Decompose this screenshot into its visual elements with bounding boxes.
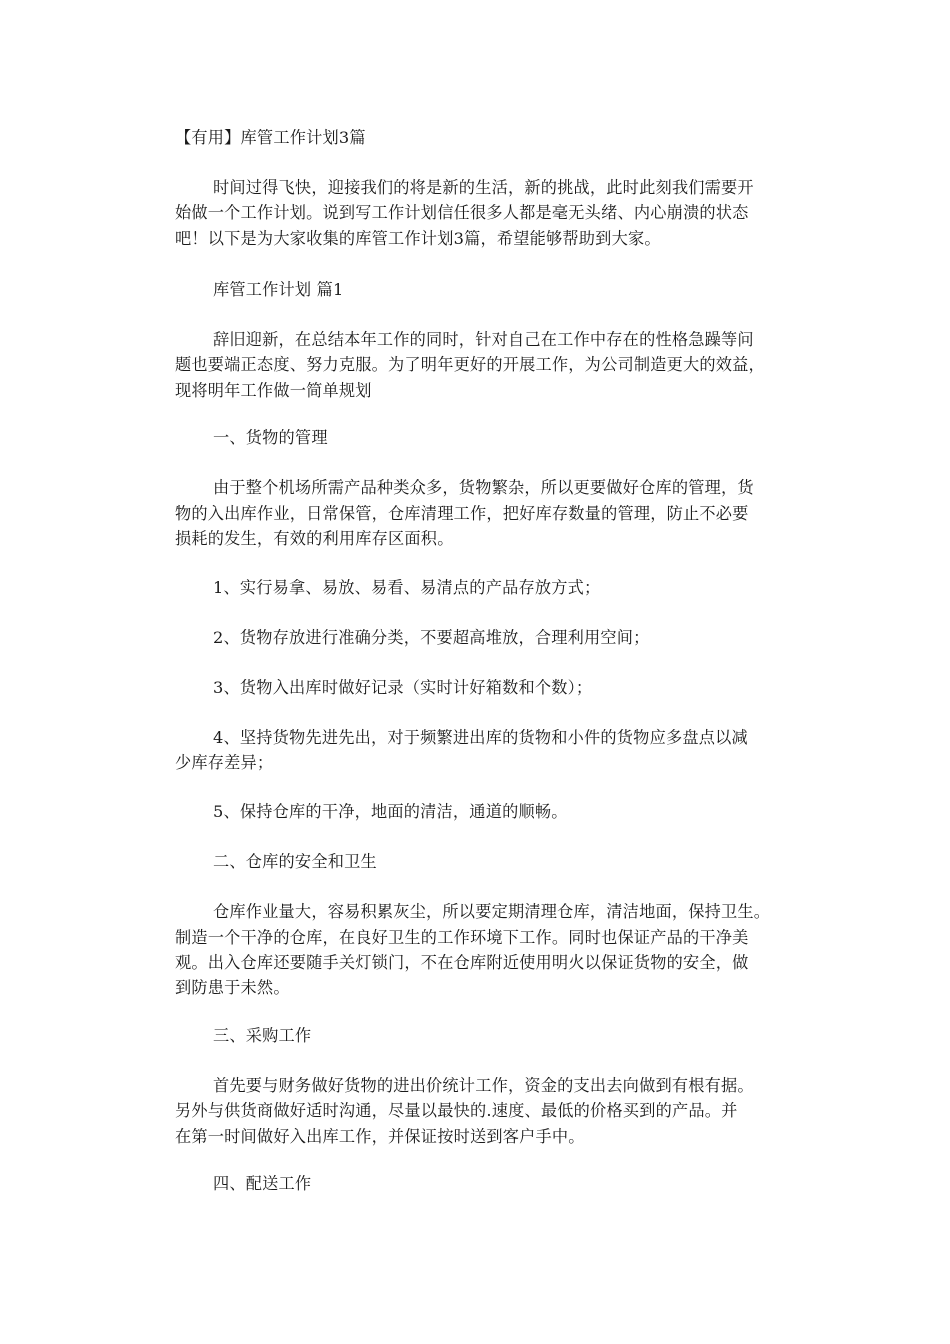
list-item-4-line-1: 4、坚持货物先进先出，对于频繁进出库的货物和小件的货物应多盘点以减: [213, 728, 748, 747]
intro-line-2: 始做一个工作计划。说到写工作计划信任很多人都是毫无头绪、内心崩溃的状态: [175, 203, 749, 222]
list-item-5: 5、保持仓库的干净，地面的清洁，通道的顺畅。: [213, 802, 568, 821]
heading-delivery: 四、配送工作: [213, 1174, 312, 1193]
para3-line-3: 观。出入仓库还要随手关灯锁门，不在仓库附近使用明火以保证货物的安全，做: [175, 953, 749, 972]
intro-line-1: 时间过得飞快，迎接我们的将是新的生活，新的挑战，此时此刻我们需要开: [213, 178, 754, 197]
document-title: 【有用】库管工作计划3篇: [175, 128, 366, 147]
para1-line-2: 题也要端正态度、努力克服。为了明年更好的开展工作，为公司制造更大的效益，: [175, 355, 765, 374]
list-item-4-line-2: 少库存差异；: [175, 753, 274, 772]
list-item-2: 2、货物存放进行准确分类，不要超高堆放，合理利用空间；: [213, 628, 650, 647]
list-item-3: 3、货物入出库时做好记录（实时计好箱数和个数）；: [213, 678, 593, 697]
heading-safety-hygiene: 二、仓库的安全和卫生: [213, 852, 377, 871]
intro-line-3: 吧！以下是为大家收集的库管工作计划3篇，希望能够帮助到大家。: [175, 229, 661, 248]
para2-line-3: 损耗的发生，有效的利用库存区面积。: [175, 529, 454, 548]
section-heading: 库管工作计划 篇1: [213, 280, 344, 299]
para3-line-4: 到防患于未然。: [175, 978, 290, 997]
heading-purchasing: 三、采购工作: [213, 1026, 312, 1045]
para1-line-3: 现将明年工作做一简单规划: [175, 381, 372, 400]
list-item-1: 1、实行易拿、易放、易看、易清点的产品存放方式；: [213, 578, 601, 597]
heading-goods-management: 一、货物的管理: [213, 428, 328, 447]
para3-line-1: 仓库作业量大，容易积累灰尘，所以要定期清理仓库，清洁地面，保持卫生。: [213, 902, 771, 921]
para3-line-2: 制造一个干净的仓库，在良好卫生的工作环境下工作。同时也保证产品的干净美: [175, 928, 749, 947]
para1-line-1: 辞旧迎新，在总结本年工作的同时，针对自己在工作中存在的性格急躁等问: [213, 330, 754, 349]
para4-line-2: 另外与供货商做好适时沟通，尽量以最快的.速度、最低的价格买到的产品。并: [175, 1101, 738, 1120]
para4-line-3: 在第一时间做好入出库工作，并保证按时送到客户手中。: [175, 1127, 585, 1146]
para4-line-1: 首先要与财务做好货物的进出价统计工作，资金的支出去向做到有根有据。: [213, 1076, 754, 1095]
para2-line-1: 由于整个机场所需产品种类众多，货物繁杂，所以更要做好仓库的管理，货: [213, 478, 754, 497]
para2-line-2: 物的入出库作业，日常保管，仓库清理工作，把好库存数量的管理，防止不必要: [175, 504, 749, 523]
